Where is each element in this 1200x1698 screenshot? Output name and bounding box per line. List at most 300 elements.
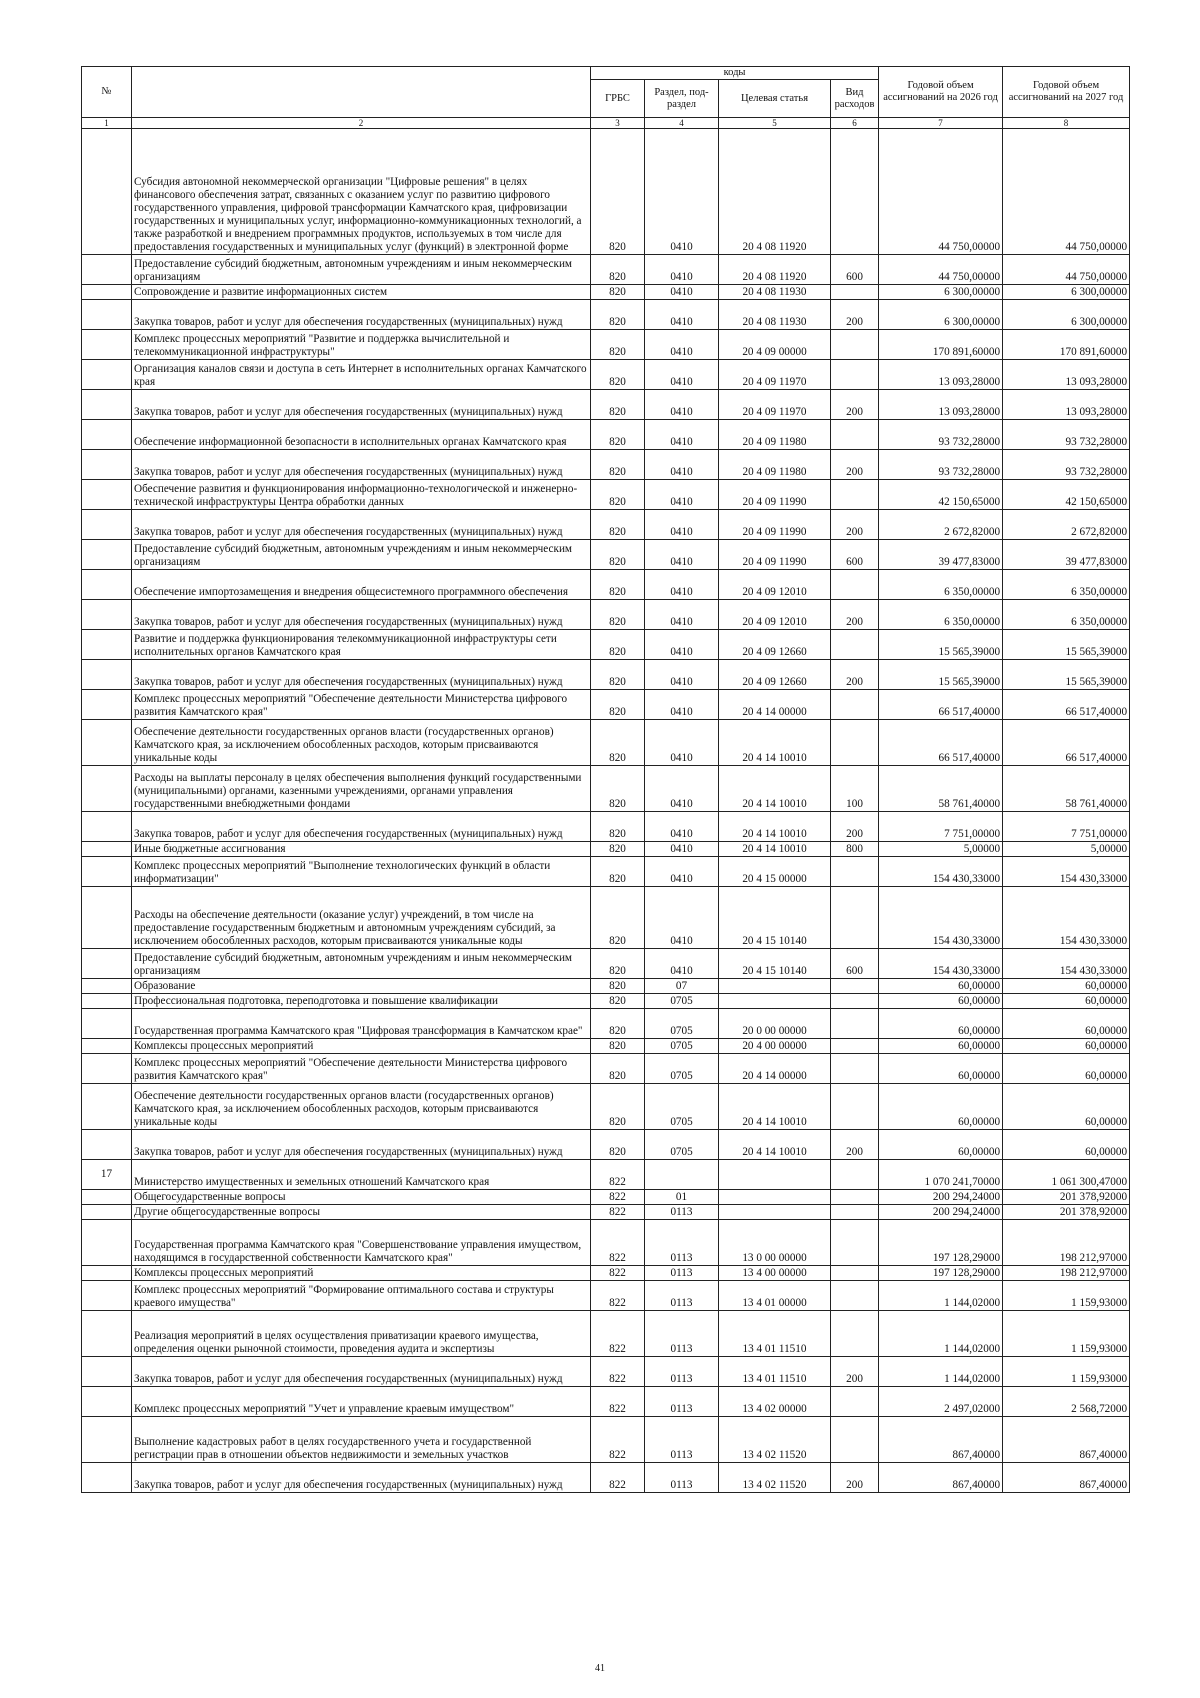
row-number xyxy=(82,285,132,300)
row-target: 20 4 14 00000 xyxy=(719,1054,831,1084)
row-amount-2027: 1 159,93000 xyxy=(1003,1281,1130,1311)
table-row xyxy=(82,1190,1130,1205)
table-row xyxy=(82,285,1130,300)
row-target xyxy=(719,1205,831,1220)
row-number xyxy=(82,1190,132,1205)
row-name: Государственная программа Камчатского края "Цифровая трансформация в Камчатском крае" xyxy=(132,1009,591,1039)
row-amount-2026: 93 732,28000 xyxy=(879,450,1003,480)
header-2026: Годовой объем ассигнований на 2026 год xyxy=(879,67,1003,118)
row-target: 20 4 09 11970 xyxy=(719,360,831,390)
row-target: 13 4 01 11510 xyxy=(719,1311,831,1357)
row-amount-2026: 7 751,00000 xyxy=(879,812,1003,842)
row-vid xyxy=(831,630,879,660)
row-grbs: 820 xyxy=(591,949,645,979)
row-name: Закупка товаров, работ и услуг для обеспечения государственных (муниципальных) нужд xyxy=(132,812,591,842)
row-section: 0705 xyxy=(645,1084,719,1130)
row-amount-2027: 60,00000 xyxy=(1003,1009,1130,1039)
row-amount-2026: 6 350,00000 xyxy=(879,600,1003,630)
row-grbs: 822 xyxy=(591,1281,645,1311)
row-grbs: 820 xyxy=(591,450,645,480)
row-amount-2027: 201 378,92000 xyxy=(1003,1190,1130,1205)
row-grbs: 822 xyxy=(591,1220,645,1266)
row-number xyxy=(82,1417,132,1463)
header-index: 5 xyxy=(719,118,831,129)
row-section: 0410 xyxy=(645,255,719,285)
row-section: 0410 xyxy=(645,300,719,330)
row-section: 0410 xyxy=(645,510,719,540)
table-row xyxy=(82,842,1130,857)
row-target: 13 4 02 11520 xyxy=(719,1463,831,1493)
row-section: 0410 xyxy=(645,480,719,510)
row-grbs: 822 xyxy=(591,1266,645,1281)
row-target: 13 4 00 00000 xyxy=(719,1266,831,1281)
row-amount-2027: 1 159,93000 xyxy=(1003,1311,1130,1357)
header-index: 2 xyxy=(132,118,591,129)
row-number xyxy=(82,450,132,480)
row-name: Профессиональная подготовка, переподготовка и повышение квалификации xyxy=(132,994,591,1009)
row-vid: 200 xyxy=(831,450,879,480)
row-vid xyxy=(831,1160,879,1190)
row-amount-2027: 44 750,00000 xyxy=(1003,255,1130,285)
row-amount-2027: 60,00000 xyxy=(1003,979,1130,994)
row-section: 0410 xyxy=(645,540,719,570)
table-row xyxy=(82,1311,1130,1357)
table-row xyxy=(82,720,1130,766)
row-amount-2027: 867,40000 xyxy=(1003,1417,1130,1463)
row-target xyxy=(719,979,831,994)
row-number xyxy=(82,720,132,766)
row-target: 20 4 14 10010 xyxy=(719,766,831,812)
row-amount-2026: 44 750,00000 xyxy=(879,255,1003,285)
row-grbs: 820 xyxy=(591,812,645,842)
row-name: Иные бюджетные ассигнования xyxy=(132,842,591,857)
row-number xyxy=(82,1463,132,1493)
header-index: 8 xyxy=(1003,118,1130,129)
row-vid xyxy=(831,720,879,766)
row-section: 0705 xyxy=(645,1130,719,1160)
row-number xyxy=(82,887,132,949)
row-amount-2026: 60,00000 xyxy=(879,1039,1003,1054)
row-grbs: 820 xyxy=(591,420,645,450)
row-amount-2027: 154 430,33000 xyxy=(1003,887,1130,949)
row-section: 0410 xyxy=(645,420,719,450)
row-amount-2027: 201 378,92000 xyxy=(1003,1205,1130,1220)
row-grbs: 822 xyxy=(591,1160,645,1190)
table-row xyxy=(82,129,1130,255)
row-section: 0113 xyxy=(645,1311,719,1357)
row-target: 20 4 09 12660 xyxy=(719,630,831,660)
table-row xyxy=(82,690,1130,720)
row-amount-2027: 66 517,40000 xyxy=(1003,690,1130,720)
table-row xyxy=(82,510,1130,540)
row-target: 20 4 08 11920 xyxy=(719,255,831,285)
budget-table-container xyxy=(81,66,1130,1493)
row-vid xyxy=(831,887,879,949)
row-amount-2027: 198 212,97000 xyxy=(1003,1220,1130,1266)
row-amount-2026: 60,00000 xyxy=(879,979,1003,994)
row-target: 20 0 00 00000 xyxy=(719,1009,831,1039)
row-number xyxy=(82,766,132,812)
row-target: 20 4 14 10010 xyxy=(719,812,831,842)
table-row xyxy=(82,360,1130,390)
table-row xyxy=(82,1130,1130,1160)
header-index: 4 xyxy=(645,118,719,129)
row-number xyxy=(82,1054,132,1084)
row-amount-2026: 154 430,33000 xyxy=(879,887,1003,949)
row-number xyxy=(82,1130,132,1160)
row-number xyxy=(82,857,132,887)
row-section: 0410 xyxy=(645,690,719,720)
row-number xyxy=(82,660,132,690)
row-name: Закупка товаров, работ и услуг для обеспечения государственных (муниципальных) нужд xyxy=(132,1130,591,1160)
row-amount-2026: 44 750,00000 xyxy=(879,129,1003,255)
row-grbs: 822 xyxy=(591,1357,645,1387)
row-amount-2027: 6 300,00000 xyxy=(1003,300,1130,330)
row-grbs: 822 xyxy=(591,1387,645,1417)
row-amount-2026: 154 430,33000 xyxy=(879,857,1003,887)
row-number xyxy=(82,255,132,285)
header-index-row xyxy=(82,118,1130,129)
row-amount-2027: 2 568,72000 xyxy=(1003,1387,1130,1417)
row-amount-2026: 6 350,00000 xyxy=(879,570,1003,600)
row-amount-2027: 60,00000 xyxy=(1003,1084,1130,1130)
row-target: 20 4 09 11980 xyxy=(719,420,831,450)
row-grbs: 820 xyxy=(591,857,645,887)
header-2027: Годовой объем ассигнований на 2027 год xyxy=(1003,67,1130,118)
row-section: 0410 xyxy=(645,330,719,360)
row-section: 0705 xyxy=(645,994,719,1009)
row-amount-2027: 60,00000 xyxy=(1003,1039,1130,1054)
row-section: 07 xyxy=(645,979,719,994)
row-name: Развитие и поддержка функционирования телекоммуникационной инфраструктуры сети исполнительных органов Камчатского края xyxy=(132,630,591,660)
table-row xyxy=(82,887,1130,949)
row-amount-2027: 13 093,28000 xyxy=(1003,390,1130,420)
row-amount-2026: 200 294,24000 xyxy=(879,1205,1003,1220)
row-section: 0113 xyxy=(645,1281,719,1311)
row-name: Обеспечение деятельности государственных органов власти (государственных органов) Камчатского края, за исключением обособленных расходов, которым присваиваются уникальные коды xyxy=(132,720,591,766)
row-target: 13 0 00 00000 xyxy=(719,1220,831,1266)
table-row xyxy=(82,994,1130,1009)
row-section: 0113 xyxy=(645,1387,719,1417)
row-name: Комплекс процессных мероприятий "Учет и управление краевым имуществом" xyxy=(132,1387,591,1417)
row-target: 20 4 09 12010 xyxy=(719,570,831,600)
row-amount-2026: 15 565,39000 xyxy=(879,660,1003,690)
row-grbs: 820 xyxy=(591,766,645,812)
row-vid xyxy=(831,1054,879,1084)
row-grbs: 820 xyxy=(591,480,645,510)
row-amount-2027: 15 565,39000 xyxy=(1003,660,1130,690)
row-target: 20 4 15 10140 xyxy=(719,949,831,979)
row-name: Другие общегосударственные вопросы xyxy=(132,1205,591,1220)
row-name: Закупка товаров, работ и услуг для обеспечения государственных (муниципальных) нужд xyxy=(132,390,591,420)
row-vid: 800 xyxy=(831,842,879,857)
header-vid: Вид расходов xyxy=(831,80,879,118)
row-number xyxy=(82,812,132,842)
header-section: Раздел, под-раздел xyxy=(645,80,719,118)
row-grbs: 822 xyxy=(591,1463,645,1493)
row-vid xyxy=(831,285,879,300)
table-row xyxy=(82,1417,1130,1463)
table-row xyxy=(82,1387,1130,1417)
row-section: 0113 xyxy=(645,1357,719,1387)
header-target: Целевая статья xyxy=(719,80,831,118)
row-amount-2026: 66 517,40000 xyxy=(879,690,1003,720)
row-name: Закупка товаров, работ и услуг для обеспечения государственных (муниципальных) нужд xyxy=(132,450,591,480)
row-vid xyxy=(831,570,879,600)
row-grbs: 820 xyxy=(591,994,645,1009)
row-amount-2027: 15 565,39000 xyxy=(1003,630,1130,660)
row-vid xyxy=(831,1205,879,1220)
table-row xyxy=(82,540,1130,570)
row-name: Закупка товаров, работ и услуг для обеспечения государственных (муниципальных) нужд xyxy=(132,600,591,630)
row-amount-2026: 42 150,65000 xyxy=(879,480,1003,510)
table-row xyxy=(82,1205,1130,1220)
table-row xyxy=(82,630,1130,660)
row-section: 0410 xyxy=(645,949,719,979)
row-target: 20 4 09 00000 xyxy=(719,330,831,360)
row-section: 0705 xyxy=(645,1039,719,1054)
row-vid: 200 xyxy=(831,1463,879,1493)
row-target: 20 4 14 00000 xyxy=(719,690,831,720)
row-name: Комплексы процессных мероприятий xyxy=(132,1039,591,1054)
row-name: Закупка товаров, работ и услуг для обеспечения государственных (муниципальных) нужд xyxy=(132,510,591,540)
row-name: Обеспечение информационной безопасности в исполнительных органах Камчатского края xyxy=(132,420,591,450)
row-number xyxy=(82,540,132,570)
row-amount-2026: 60,00000 xyxy=(879,1009,1003,1039)
row-amount-2027: 93 732,28000 xyxy=(1003,450,1130,480)
row-vid xyxy=(831,420,879,450)
row-amount-2027: 44 750,00000 xyxy=(1003,129,1130,255)
table-row xyxy=(82,450,1130,480)
row-amount-2027: 154 430,33000 xyxy=(1003,857,1130,887)
row-vid xyxy=(831,1311,879,1357)
row-grbs: 822 xyxy=(591,1417,645,1463)
row-target: 20 4 08 11920 xyxy=(719,129,831,255)
row-name: Комплекс процессных мероприятий "Формирование оптимального состава и структуры краевого имущества" xyxy=(132,1281,591,1311)
header-codes: коды xyxy=(591,67,879,80)
row-target: 20 4 09 11990 xyxy=(719,510,831,540)
table-row xyxy=(82,1463,1130,1493)
row-amount-2026: 867,40000 xyxy=(879,1463,1003,1493)
row-number xyxy=(82,570,132,600)
row-amount-2026: 93 732,28000 xyxy=(879,420,1003,450)
row-amount-2027: 60,00000 xyxy=(1003,994,1130,1009)
row-number xyxy=(82,360,132,390)
row-section: 0410 xyxy=(645,887,719,949)
header-num: № xyxy=(82,67,132,118)
row-name: Образование xyxy=(132,979,591,994)
table-row xyxy=(82,857,1130,887)
row-amount-2026: 5,00000 xyxy=(879,842,1003,857)
row-amount-2026: 197 128,29000 xyxy=(879,1266,1003,1281)
row-number xyxy=(82,1281,132,1311)
row-section: 0410 xyxy=(645,129,719,255)
row-vid xyxy=(831,1266,879,1281)
row-amount-2026: 154 430,33000 xyxy=(879,949,1003,979)
row-vid: 600 xyxy=(831,540,879,570)
row-grbs: 820 xyxy=(591,1039,645,1054)
row-section: 0410 xyxy=(645,570,719,600)
row-target: 20 4 14 10010 xyxy=(719,1130,831,1160)
header-index: 6 xyxy=(831,118,879,129)
row-number xyxy=(82,300,132,330)
row-name: Расходы на выплаты персоналу в целях обеспечения выполнения функций государственными (муниципальными) органами, казенными учреждениями, органами управления государственными внебюджетными фондами xyxy=(132,766,591,812)
row-amount-2027: 867,40000 xyxy=(1003,1463,1130,1493)
row-grbs: 820 xyxy=(591,330,645,360)
row-section: 0410 xyxy=(645,360,719,390)
row-grbs: 820 xyxy=(591,1130,645,1160)
row-vid xyxy=(831,857,879,887)
table-body xyxy=(82,129,1130,1493)
row-amount-2027: 1 061 300,47000 xyxy=(1003,1160,1130,1190)
table-header xyxy=(82,67,1130,129)
row-number xyxy=(82,1084,132,1130)
row-vid: 600 xyxy=(831,949,879,979)
row-name: Сопровождение и развитие информационных систем xyxy=(132,285,591,300)
row-name: Комплекс процессных мероприятий "Обеспечение деятельности Министерства цифрового развития Камчатского края" xyxy=(132,1054,591,1084)
row-target: 20 4 09 11990 xyxy=(719,480,831,510)
row-amount-2026: 1 144,02000 xyxy=(879,1311,1003,1357)
row-target: 13 4 02 11520 xyxy=(719,1417,831,1463)
table-row xyxy=(82,1084,1130,1130)
row-name: Комплекс процессных мероприятий "Обеспечение деятельности Министерства цифрового развития Камчатского края" xyxy=(132,690,591,720)
row-amount-2026: 2 497,02000 xyxy=(879,1387,1003,1417)
row-number xyxy=(82,390,132,420)
row-name: Расходы на обеспечение деятельности (оказание услуг) учреждений, в том числе на предоставление государственным бюджетным и автономным учреждениям субсидий, за исключением обособленных расходов, которым присваиваются уникальные коды xyxy=(132,887,591,949)
budget-table xyxy=(81,66,1130,1493)
row-target: 20 4 00 00000 xyxy=(719,1039,831,1054)
row-grbs: 820 xyxy=(591,1054,645,1084)
table-row xyxy=(82,390,1130,420)
header-index: 3 xyxy=(591,118,645,129)
row-name: Обеспечение импортозамещения и внедрения общесистемного программного обеспечения xyxy=(132,570,591,600)
row-vid xyxy=(831,1009,879,1039)
row-number xyxy=(82,420,132,450)
row-number xyxy=(82,129,132,255)
row-amount-2026: 1 070 241,70000 xyxy=(879,1160,1003,1190)
row-name: Предоставление субсидий бюджетным, автономным учреждениям и иным некоммерческим организациям xyxy=(132,540,591,570)
row-amount-2026: 867,40000 xyxy=(879,1417,1003,1463)
row-grbs: 822 xyxy=(591,1190,645,1205)
row-target: 20 4 09 11970 xyxy=(719,390,831,420)
row-amount-2026: 39 477,83000 xyxy=(879,540,1003,570)
row-grbs: 820 xyxy=(591,630,645,660)
row-number xyxy=(82,630,132,660)
row-vid: 200 xyxy=(831,1357,879,1387)
row-grbs: 820 xyxy=(591,129,645,255)
row-amount-2027: 39 477,83000 xyxy=(1003,540,1130,570)
table-row xyxy=(82,570,1130,600)
row-number xyxy=(82,1357,132,1387)
row-grbs: 820 xyxy=(591,720,645,766)
row-amount-2026: 1 144,02000 xyxy=(879,1357,1003,1387)
row-target: 20 4 15 10140 xyxy=(719,887,831,949)
row-grbs: 820 xyxy=(591,300,645,330)
row-name: Министерство имущественных и земельных отношений Камчатского края xyxy=(132,1160,591,1190)
table-row xyxy=(82,330,1130,360)
row-grbs: 820 xyxy=(591,842,645,857)
row-section: 0410 xyxy=(645,630,719,660)
row-amount-2026: 200 294,24000 xyxy=(879,1190,1003,1205)
row-number xyxy=(82,842,132,857)
row-number xyxy=(82,480,132,510)
row-amount-2027: 154 430,33000 xyxy=(1003,949,1130,979)
row-grbs: 822 xyxy=(591,1205,645,1220)
row-target: 20 4 14 10010 xyxy=(719,720,831,766)
row-section: 0410 xyxy=(645,600,719,630)
row-number xyxy=(82,510,132,540)
row-vid: 200 xyxy=(831,600,879,630)
row-name: Организация каналов связи и доступа в сеть Интернет в исполнительных органах Камчатского края xyxy=(132,360,591,390)
row-number xyxy=(82,1220,132,1266)
row-grbs: 820 xyxy=(591,570,645,600)
row-target: 20 4 08 11930 xyxy=(719,285,831,300)
row-amount-2027: 198 212,97000 xyxy=(1003,1266,1130,1281)
row-vid xyxy=(831,360,879,390)
row-number xyxy=(82,690,132,720)
row-name: Закупка товаров, работ и услуг для обеспечения государственных (муниципальных) нужд xyxy=(132,660,591,690)
row-section: 0113 xyxy=(645,1205,719,1220)
table-row xyxy=(82,600,1130,630)
row-target: 13 4 01 11510 xyxy=(719,1357,831,1387)
row-amount-2027: 2 672,82000 xyxy=(1003,510,1130,540)
row-vid xyxy=(831,994,879,1009)
row-grbs: 820 xyxy=(591,600,645,630)
table-row xyxy=(82,812,1130,842)
row-vid xyxy=(831,1039,879,1054)
row-number xyxy=(82,600,132,630)
header-name xyxy=(132,67,591,118)
row-grbs: 820 xyxy=(591,660,645,690)
row-number xyxy=(82,994,132,1009)
table-row xyxy=(82,480,1130,510)
row-amount-2027: 6 300,00000 xyxy=(1003,285,1130,300)
row-target: 20 4 15 00000 xyxy=(719,857,831,887)
row-section: 0410 xyxy=(645,812,719,842)
row-section: 0113 xyxy=(645,1266,719,1281)
row-amount-2026: 60,00000 xyxy=(879,1054,1003,1084)
row-grbs: 820 xyxy=(591,390,645,420)
row-target: 20 4 14 10010 xyxy=(719,842,831,857)
row-grbs: 820 xyxy=(591,887,645,949)
row-name: Закупка товаров, работ и услуг для обеспечения государственных (муниципальных) нужд xyxy=(132,1357,591,1387)
row-amount-2027: 93 732,28000 xyxy=(1003,420,1130,450)
row-name: Обеспечение развития и функционирования информационно-технологической и инженерно-технической инфраструктуры Центра обработки данных xyxy=(132,480,591,510)
row-number: 17 xyxy=(82,1160,132,1190)
row-grbs: 820 xyxy=(591,979,645,994)
row-number xyxy=(82,1387,132,1417)
row-vid xyxy=(831,1190,879,1205)
row-vid xyxy=(831,1281,879,1311)
row-number xyxy=(82,1205,132,1220)
row-target: 20 4 09 12010 xyxy=(719,600,831,630)
table-row xyxy=(82,766,1130,812)
row-amount-2027: 7 751,00000 xyxy=(1003,812,1130,842)
row-section: 0410 xyxy=(645,390,719,420)
row-vid: 600 xyxy=(831,255,879,285)
header-index: 1 xyxy=(82,118,132,129)
row-grbs: 820 xyxy=(591,1009,645,1039)
row-target xyxy=(719,1190,831,1205)
row-vid xyxy=(831,1417,879,1463)
row-vid xyxy=(831,1084,879,1130)
table-row xyxy=(82,300,1130,330)
row-target: 20 4 08 11930 xyxy=(719,300,831,330)
row-amount-2027: 42 150,65000 xyxy=(1003,480,1130,510)
row-vid: 200 xyxy=(831,510,879,540)
row-number xyxy=(82,1009,132,1039)
row-vid: 200 xyxy=(831,300,879,330)
